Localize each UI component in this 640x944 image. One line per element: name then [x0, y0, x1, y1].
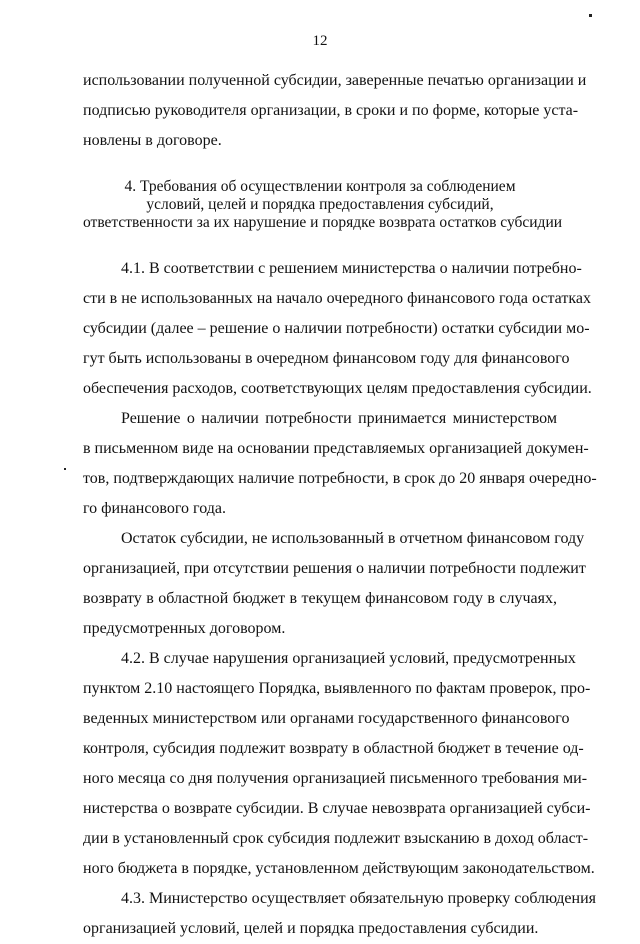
paragraph-4-1-line: субсидии (далее – решение о наличии потребности) остатки субсидии мо- — [83, 320, 590, 337]
text-line: использовании полученной субсидии, заверенные печатью организации и — [83, 72, 587, 89]
scan-speck — [64, 468, 66, 470]
paragraph-4-2-line: пунктом 2.10 настоящего Порядка, выявленного по фактам проверок, про- — [83, 680, 591, 697]
section-body — [83, 254, 597, 944]
section-heading — [83, 178, 563, 232]
paragraph-4-1-line: сти в не использованных на начало очередного финансового года остатках — [83, 290, 591, 307]
heading-line: ответственности за их нарушение и порядке возврата остатков субсидии — [83, 214, 563, 231]
text-line: новлены в договоре. — [83, 132, 222, 149]
paragraph-decision-line: Решение о наличии потребности принимается министерством — [121, 410, 557, 427]
paragraph-decision-line: го финансового года. — [83, 500, 226, 517]
paragraph-4-2-line: веденных министерством или органами государственного финансового — [83, 710, 570, 727]
paragraph-remainder-line: Остаток субсидии, не использованный в отчетном финансовом году — [121, 530, 585, 547]
paragraph-remainder-line: возврату в областной бюджет в текущем финансовом году в случаях, — [83, 590, 557, 607]
intro-paragraph — [83, 66, 587, 156]
paragraph-4-2-line: нистерства о возврате субсидии. В случае невозврата организацией субси- — [83, 800, 591, 817]
paragraph-4-1-line: обеспечения расходов, соответствующих целям предоставления субсидии. — [83, 380, 592, 397]
paragraph-decision-line: в письменном виде на основании представляемых организацией докумен- — [83, 440, 589, 457]
paragraph-4-1-line: гут быть использованы в очередном финансовом году для финансового — [83, 350, 570, 367]
page-number: 12 — [312, 33, 328, 49]
paragraph-decision-line: тов, подтверждающих наличие потребности, в срок до 20 января очередно- — [83, 470, 597, 487]
paragraph-4-3-line: организацией условий, целей и порядка предоставления субсидии. — [83, 920, 539, 937]
paragraph-4-2-line: контроля, субсидия подлежит возврату в областной бюджет в течение од- — [83, 740, 584, 757]
heading-line: условий, целей и порядка предоставления субсидий, — [146, 196, 494, 213]
paragraph-4-2-line: ного бюджета в порядке, установленном действующим законодательством. — [83, 860, 595, 877]
paragraph-remainder-line: предусмотренных договором. — [83, 620, 286, 637]
paragraph-4-3-line: 4.3. Министерство осуществляет обязательную проверку соблюдения — [121, 890, 596, 907]
heading-line: 4. Требования об осуществлении контроля за соблюдением — [124, 178, 516, 195]
paragraph-4-1-line: 4.1. В соответствии с решением министерства о наличии потребно- — [121, 260, 582, 277]
paragraph-remainder-line: организацией, при отсутствии решения о наличии потребности подлежит — [83, 560, 586, 577]
paragraph-4-2-line: 4.2. В случае нарушения организацией условий, предусмотренных — [121, 650, 576, 667]
paragraph-4-2-line: дии в установленный срок субсидия подлежит взысканию в доход област- — [83, 830, 589, 847]
scan-speck — [589, 14, 592, 17]
text-line: подписью руководителя организации, в сроки и по форме, которые уста- — [83, 102, 579, 119]
paragraph-4-2-line: ного месяца со дня получения организацией письменного требования ми- — [83, 770, 588, 787]
